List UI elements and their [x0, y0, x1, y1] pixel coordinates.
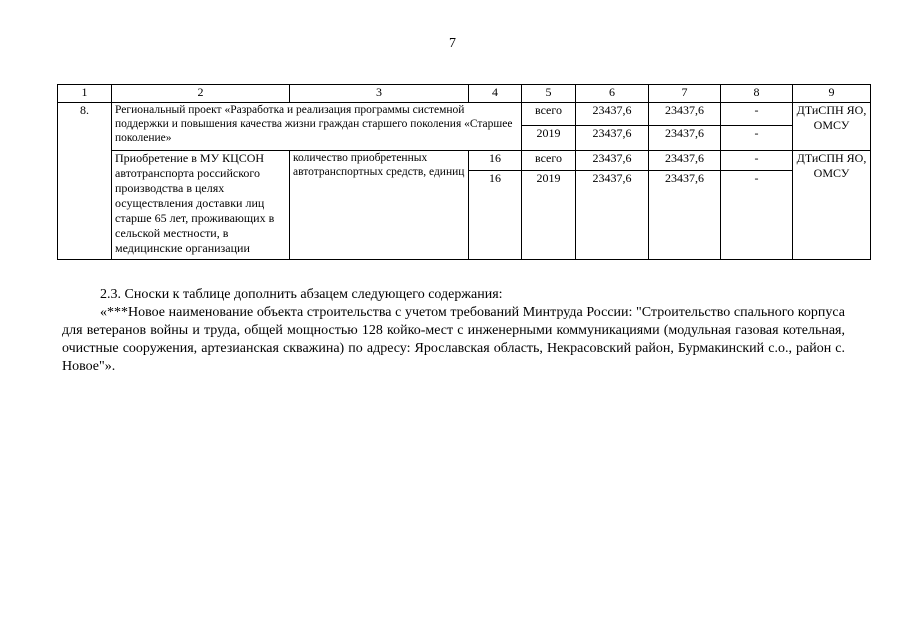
amount-cell: 23437,6: [576, 103, 649, 126]
data-table: [57, 84, 871, 260]
header-cell: 8: [721, 85, 793, 103]
header-cell: 6: [576, 85, 649, 103]
table-header-row: [58, 85, 871, 103]
quantity-cell: 16: [469, 171, 522, 260]
period-cell: 2019: [522, 171, 576, 260]
table-row: [58, 103, 871, 126]
amount-cell: 23437,6: [649, 151, 721, 171]
row-number-cell: 8.: [58, 103, 112, 260]
executor-cell: ДТиСПН ЯО, ОМСУ: [793, 151, 871, 260]
table-row: [58, 151, 871, 171]
amendment-text: [62, 286, 845, 376]
project-name-cell: Региональный проект «Разработка и реализация программы системной поддержки и повышения качества жизни граждан старшего поколения «Старшее поколение»: [112, 103, 522, 151]
header-cell: 9: [793, 85, 871, 103]
period-cell: всего: [522, 103, 576, 126]
header-cell: 1: [58, 85, 112, 103]
quantity-cell: 16: [469, 151, 522, 171]
paragraph-intro: 2.3. Сноски к таблице дополнить абзацем следующего содержания:: [100, 287, 503, 302]
executor-cell: ДТиСПН ЯО, ОМСУ: [793, 103, 871, 151]
amount-cell: 23437,6: [576, 126, 649, 151]
header-cell: 2: [112, 85, 290, 103]
header-cell: 4: [469, 85, 522, 103]
amount-cell: -: [721, 171, 793, 260]
period-cell: всего: [522, 151, 576, 171]
amount-cell: -: [721, 151, 793, 171]
page-number: 7: [449, 36, 456, 51]
paragraph-footnote: «***Новое наименование объекта строительства с учетом требований Минтруда России: "Строительство спального корпуса для ветеранов войны и труда, общей мощностью 128 койко-мест с инженерными коммуникациями (модульная газовая котельная, очистные сооружения, артезианская скважина) по адресу: Ярославская область, Некрасовский район, Бурмакинский с.о., район с. Новое"».: [62, 305, 845, 374]
header-cell: 5: [522, 85, 576, 103]
amount-cell: 23437,6: [576, 151, 649, 171]
amount-cell: 23437,6: [649, 126, 721, 151]
period-cell: 2019: [522, 126, 576, 151]
amount-cell: -: [721, 126, 793, 151]
amount-cell: -: [721, 103, 793, 126]
header-cell: 7: [649, 85, 721, 103]
header-cell: 3: [290, 85, 469, 103]
amount-cell: 23437,6: [576, 171, 649, 260]
indicator-cell: количество приобретенных автотранспортных средств, единиц: [290, 151, 469, 260]
amount-cell: 23437,6: [649, 171, 721, 260]
amount-cell: 23437,6: [649, 103, 721, 126]
measure-cell: Приобретение в МУ КЦСОН автотранспорта российского производства в целях осуществления доставки лиц старше 65 лет, проживающих в сельской местности, в медицинские организации: [112, 151, 290, 260]
